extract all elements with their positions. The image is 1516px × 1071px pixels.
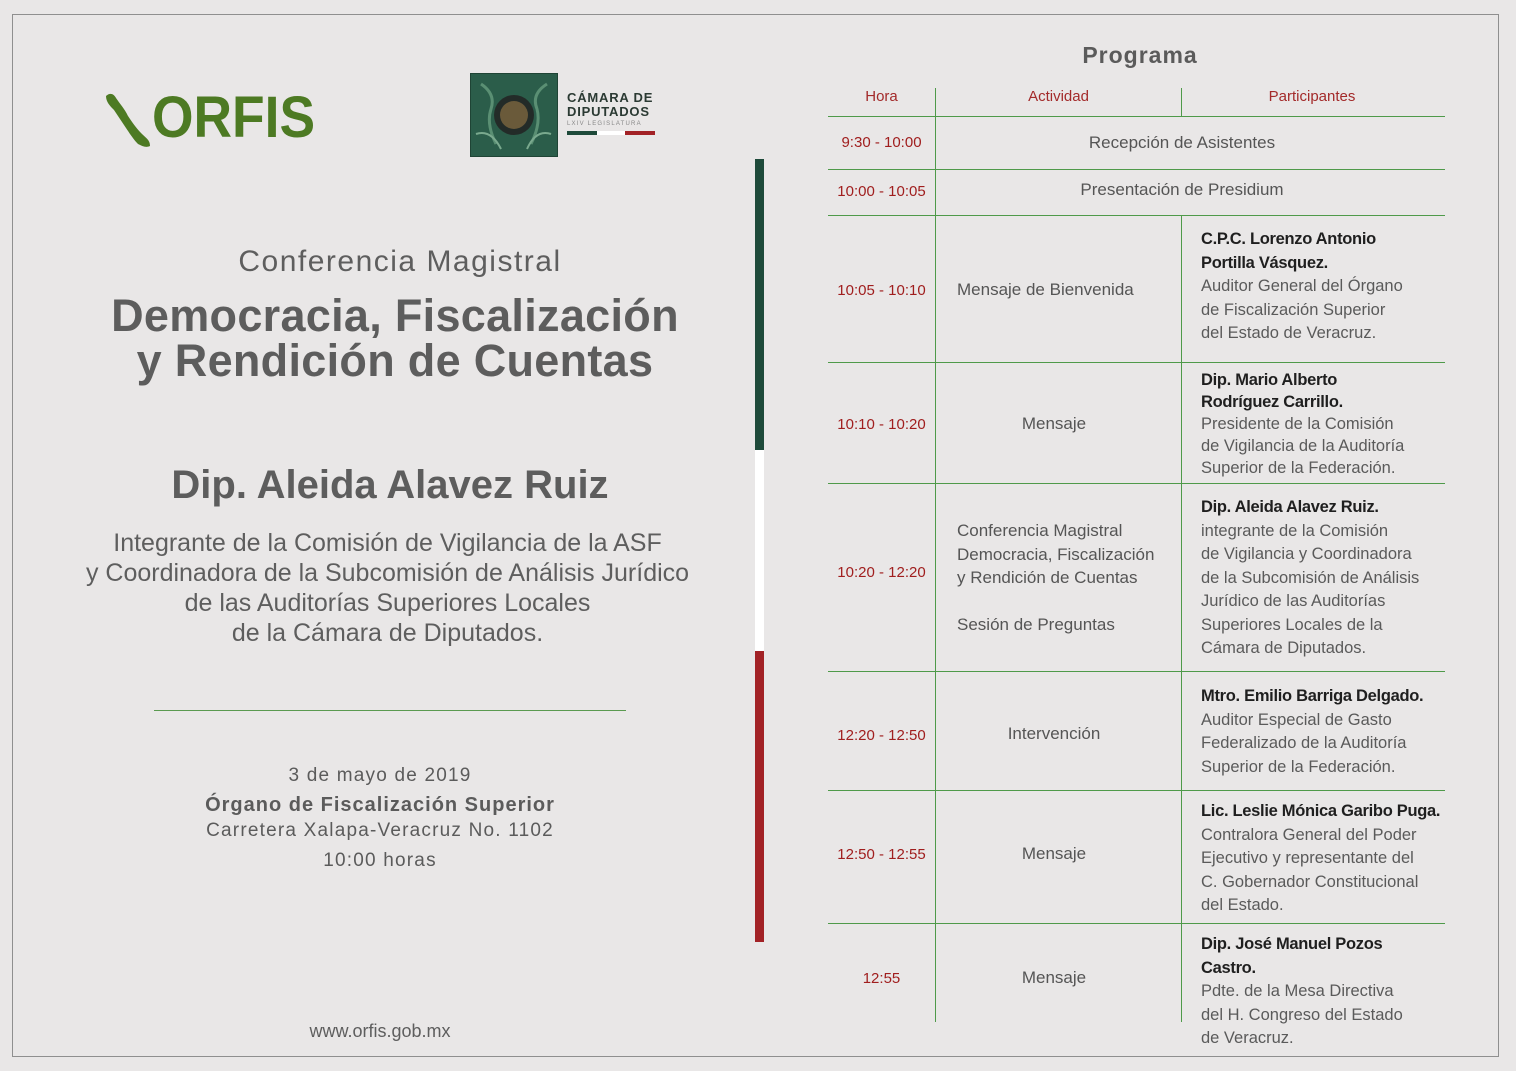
orfis-wordmark: ORFIS <box>152 85 316 150</box>
speaker-name: Dip. Aleida Alavez Ruiz <box>171 463 609 507</box>
seal-icon <box>470 73 558 157</box>
row-time: 10:10 - 10:20 <box>837 416 926 433</box>
speaker-description: Integrante de la Comisión de Vigilancia de la ASF y Coordinadora de la Subcomisión de Análisis Jurídico de las Auditorías Superiores Locales de la Cámara de Diputados. <box>85 529 690 647</box>
conference-title: Democracia, Fiscalización y Rendición de Cuentas <box>111 290 679 386</box>
row-activity: Presentación de Presidium <box>1080 180 1284 199</box>
event-address: Carretera Xalapa-Veracruz No. 1102 <box>206 820 554 841</box>
row-activity: Intervención <box>1007 724 1101 743</box>
camara-name: CÁMARA DE DIPUTADOS <box>567 90 654 119</box>
row-participant: Dip. José Manuel Pozos Castro. Pdte. de la Mesa Directiva del H. Congreso del Estado de Veracruz. <box>1201 935 1403 1047</box>
flag-bar-red <box>755 651 764 942</box>
flag-bar-white <box>755 450 764 651</box>
row-activity: Mensaje <box>1021 844 1087 863</box>
row-activity: Conferencia Magistral Democracia, Fiscalización y Rendición de Cuentas Sesión de Preguntas <box>957 521 1155 634</box>
row-participant: Dip. Aleida Alavez Ruiz. integrante de la Comisión de Vigilancia y Coordinadora de la Subcomisión de Análisis Jurídico de las Auditorías Superiores Locales de la Cámara de Diputados. <box>1201 498 1420 657</box>
row-divider <box>828 116 1445 117</box>
row-time: 10:20 - 12:20 <box>837 564 926 581</box>
divider <box>154 710 626 711</box>
event-venue: Órgano de Fiscalización Superior <box>205 794 555 816</box>
event-time: 10:00 horas <box>323 850 437 871</box>
row-time: 10:00 - 10:05 <box>837 183 926 200</box>
conference-type: Conferencia Magistral <box>238 245 562 278</box>
program-title: Programa <box>1082 42 1198 68</box>
row-time: 12:55 <box>862 970 901 987</box>
veracruz-map-icon <box>104 90 154 150</box>
row-divider <box>828 790 1445 791</box>
event-date: 3 de mayo de 2019 <box>288 765 472 786</box>
column-divider <box>1181 216 1182 1022</box>
column-divider <box>935 88 936 1022</box>
row-participant: C.P.C. Lorenzo Antonio Portilla Vásquez. Auditor General del Órgano de Fiscalización Superior del Estado de Veracruz. <box>1201 230 1403 342</box>
column-divider <box>1181 88 1182 117</box>
header-actividad: Actividad <box>1028 88 1089 105</box>
row-activity: Mensaje <box>1021 968 1087 987</box>
row-divider <box>828 362 1445 363</box>
flag-bar-green <box>755 159 764 450</box>
row-divider <box>828 483 1445 484</box>
row-activity: Mensaje <box>1021 414 1087 433</box>
header-participantes: Participantes <box>1268 88 1356 105</box>
row-activity: Mensaje de Bienvenida <box>957 280 1134 299</box>
row-participant: Lic. Leslie Mónica Garibo Puga. Contralora General del Poder Ejecutivo y representante del C. Gobernador Constitucional del Estado. <box>1201 802 1441 914</box>
row-time: 12:50 - 12:55 <box>837 846 926 863</box>
row-time: 12:20 - 12:50 <box>837 727 926 744</box>
row-divider <box>828 923 1445 924</box>
row-divider <box>828 215 1445 216</box>
legislature-label: LXIV LEGISLATURA <box>567 121 642 127</box>
camara-diputados-logo <box>470 73 670 159</box>
row-participant: Mtro. Emilio Barriga Delgado. Auditor Especial de Gasto Federalizado de la Auditoría Superior de la Federación. <box>1201 687 1424 776</box>
row-time: 10:05 - 10:10 <box>837 282 926 299</box>
orfis-logo <box>104 85 316 150</box>
row-participant: Dip. Mario Alberto Rodríguez Carrillo. Presidente de la Comisión de Vigilancia de la Auditoría Superior de la Federación. <box>1201 371 1405 477</box>
row-divider <box>828 671 1445 672</box>
website-link[interactable]: www.orfis.gob.mx <box>309 1021 451 1041</box>
row-time: 9:30 - 10:00 <box>841 134 922 151</box>
row-divider <box>828 169 1445 170</box>
flag-colors <box>567 131 657 135</box>
header-hora: Hora <box>865 88 898 105</box>
row-activity: Recepción de Asistentes <box>1088 133 1276 152</box>
